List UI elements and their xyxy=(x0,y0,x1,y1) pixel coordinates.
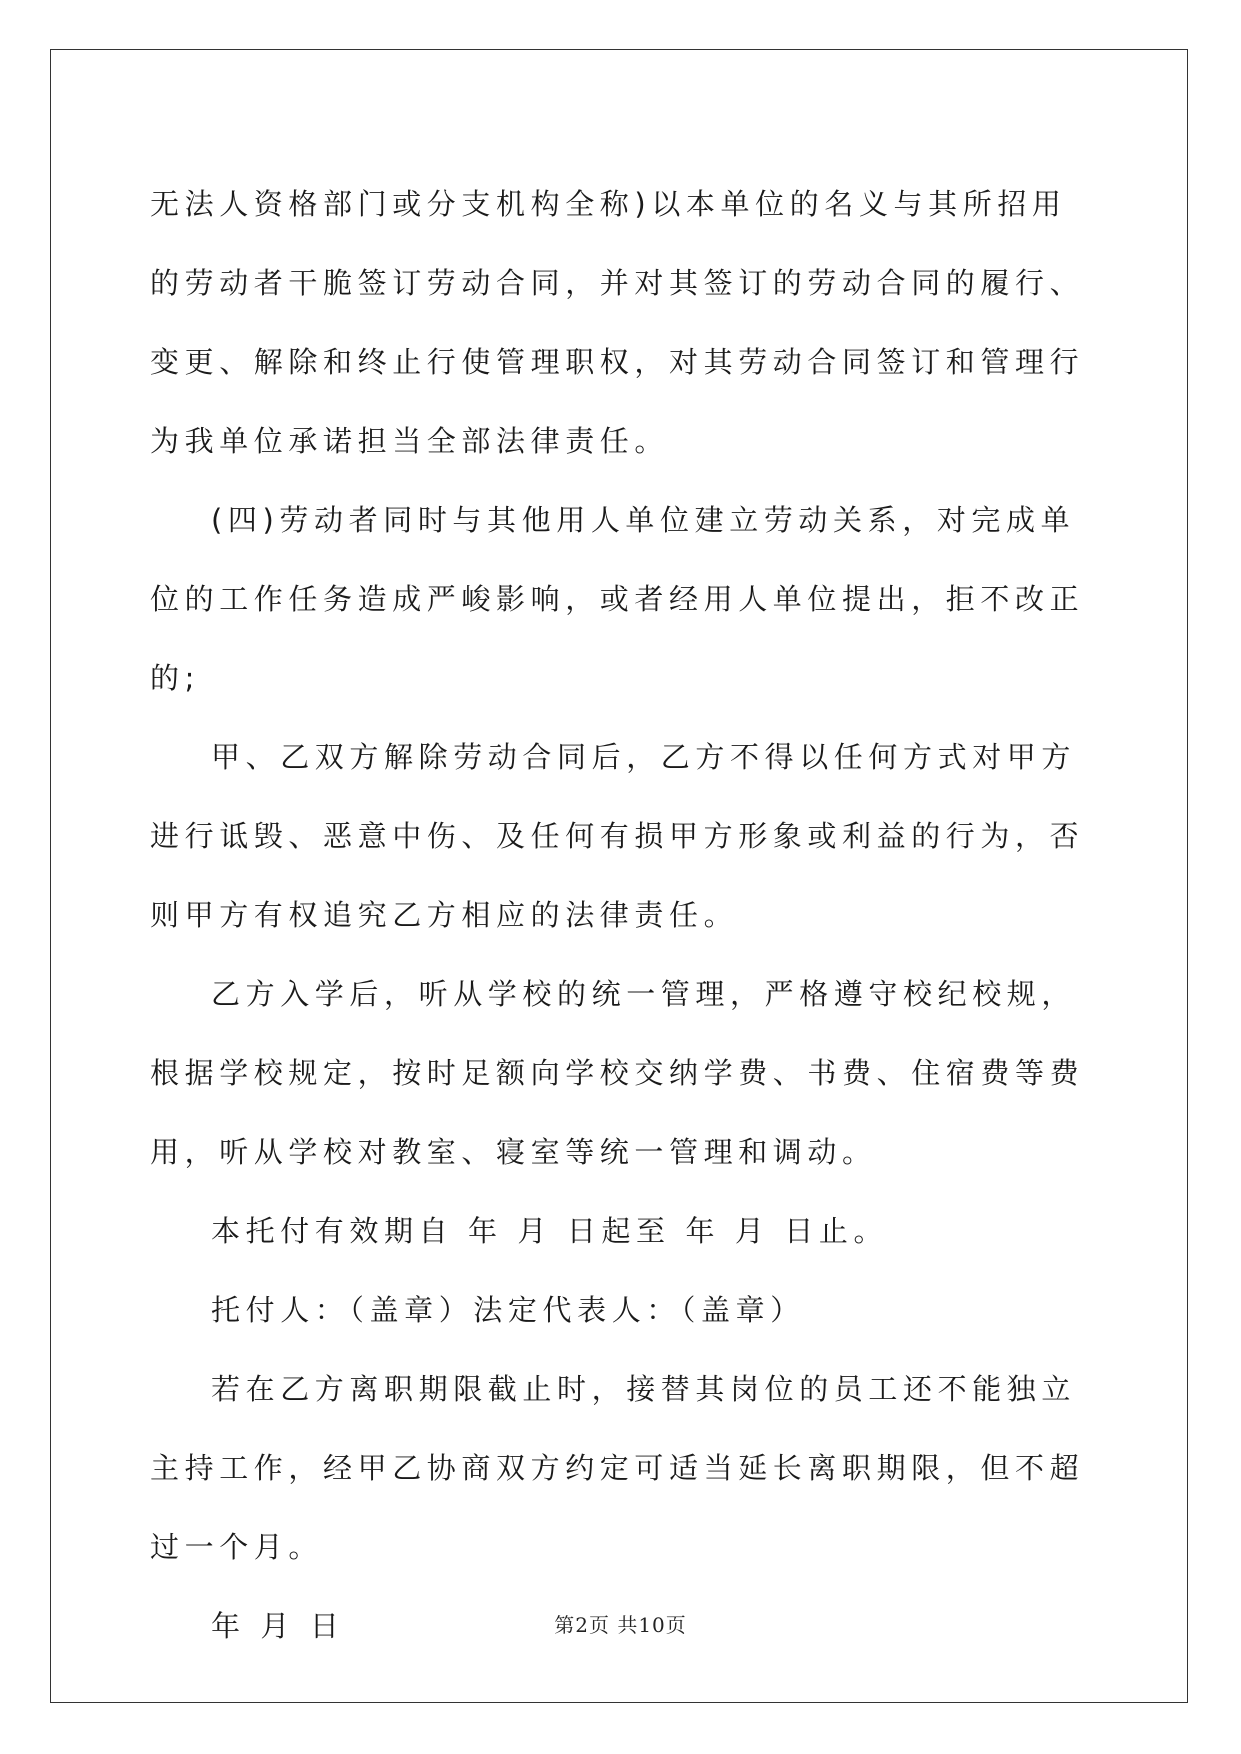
page-number-footer: 第2页 共10页 xyxy=(554,1613,687,1637)
document-body xyxy=(150,165,1090,1666)
paragraph-8: 年 月 日 xyxy=(211,1609,345,1643)
paragraph-5: 本托付有效期自 年 月 日起至 年 月 日止。 xyxy=(211,1214,889,1248)
paragraph-6: 托付人：（盖章）法定代表人：（盖章） xyxy=(211,1293,805,1327)
paragraph-4: 乙方入学后，听从学校的统一管理，严格遵守校纪校规，根据学校规定，按时足额向学校交纳学费、书费、住宿费等费用，听从学校对教室、寝室等统一管理和调动。 xyxy=(150,977,1085,1169)
paragraph-1: 无法人资格部门或分支机构全称)以本单位的名义与其所招用的劳动者干脆签订劳动合同，并对其签订的劳动合同的履行、变更、解除和终止行使管理职权，对其劳动合同签订和管理行为我单位承诺担当全部法律责任。 xyxy=(150,187,1085,458)
paragraph-3: 甲、乙双方解除劳动合同后，乙方不得以任何方式对甲方进行诋毁、恶意中伤、及任何有损甲方形象或利益的行为，否则甲方有权追究乙方相应的法律责任。 xyxy=(150,740,1085,932)
paragraph-2: (四)劳动者同时与其他用人单位建立劳动关系，对完成单位的工作任务造成严峻影响，或者经用人单位提出，拒不改正的; xyxy=(150,503,1085,695)
paragraph-7: 若在乙方离职期限截止时，接替其岗位的员工还不能独立主持工作，经甲乙协商双方约定可适当延长离职期限，但不超过一个月。 xyxy=(150,1372,1085,1564)
